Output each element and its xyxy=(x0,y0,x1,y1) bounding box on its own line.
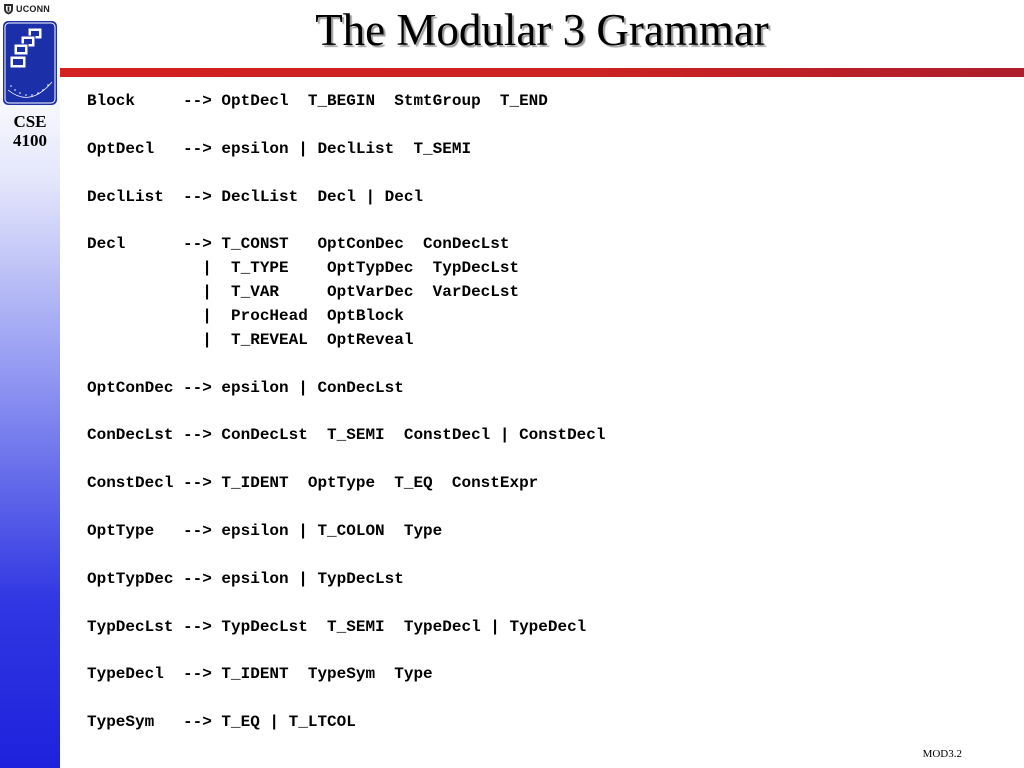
grammar-blank-line xyxy=(87,496,1007,520)
grammar-blank-line xyxy=(87,592,1007,616)
grammar-line: | T_VAR OptVarDec VarDecLst xyxy=(87,283,520,302)
slide-number: MOD3.2 xyxy=(922,748,962,760)
sidebar xyxy=(0,0,60,768)
grammar-blank-line xyxy=(87,544,1007,568)
grammar-blank-line xyxy=(87,162,1007,186)
grammar-blank-line xyxy=(87,114,1007,138)
grammar-rules xyxy=(87,90,1007,735)
grammar-line: Block --> OptDecl T_BEGIN StmtGroup T_END xyxy=(87,92,548,110)
uconn-logo xyxy=(3,2,50,16)
grammar-line: TypeDecl --> T_IDENT TypeSym Type xyxy=(87,665,433,684)
grammar-line: TypDecLst --> TypDecLst T_SEMI TypeDecl | TypeDecl xyxy=(87,617,587,636)
grammar-line: | T_REVEAL OptReveal xyxy=(87,330,414,349)
uconn-seal-icon xyxy=(3,3,14,15)
grammar-line: DeclList --> DeclList Decl | Decl xyxy=(87,187,424,206)
grammar-line: Decl --> T_CONST OptConDec ConDecLst xyxy=(87,235,510,254)
grammar-line: OptTypDec --> epsilon | TypDecLst xyxy=(87,569,404,588)
grammar-line: OptConDec --> epsilon | ConDecLst xyxy=(87,378,404,397)
grammar-line: ConstDecl --> T_IDENT OptType T_EQ ConstExpr xyxy=(87,474,539,493)
grammar-line: OptType --> epsilon | T_COLON Type xyxy=(87,522,443,541)
grammar-line: | T_TYPE OptTypDec TypDecLst xyxy=(87,259,520,278)
grammar-blank-line xyxy=(87,353,1007,377)
slide-title: The Modular 3 Grammar xyxy=(315,5,769,55)
course-number: 4100 xyxy=(13,131,47,150)
course-label xyxy=(0,112,60,150)
grammar-blank-line xyxy=(87,401,1007,425)
course-department: CSE xyxy=(13,112,47,131)
grammar-blank-line xyxy=(87,209,1007,233)
grammar-line: TypeSym --> T_EQ | T_LTCOL xyxy=(87,713,356,732)
grammar-blank-line xyxy=(87,639,1007,663)
title-divider xyxy=(60,68,1024,77)
grammar-line: OptDecl --> epsilon | DeclList T_SEMI xyxy=(87,139,472,158)
grammar-line: ConDecLst --> ConDecLst T_SEMI ConstDecl | ConstDecl xyxy=(87,426,606,445)
uconn-logo-text: UCONN xyxy=(16,4,50,14)
grammar-blank-line xyxy=(87,448,1007,472)
computer-science-engineering-badge-icon xyxy=(2,20,58,106)
grammar-line: | ProcHead OptBlock xyxy=(87,307,404,326)
grammar-blank-line xyxy=(87,687,1007,711)
